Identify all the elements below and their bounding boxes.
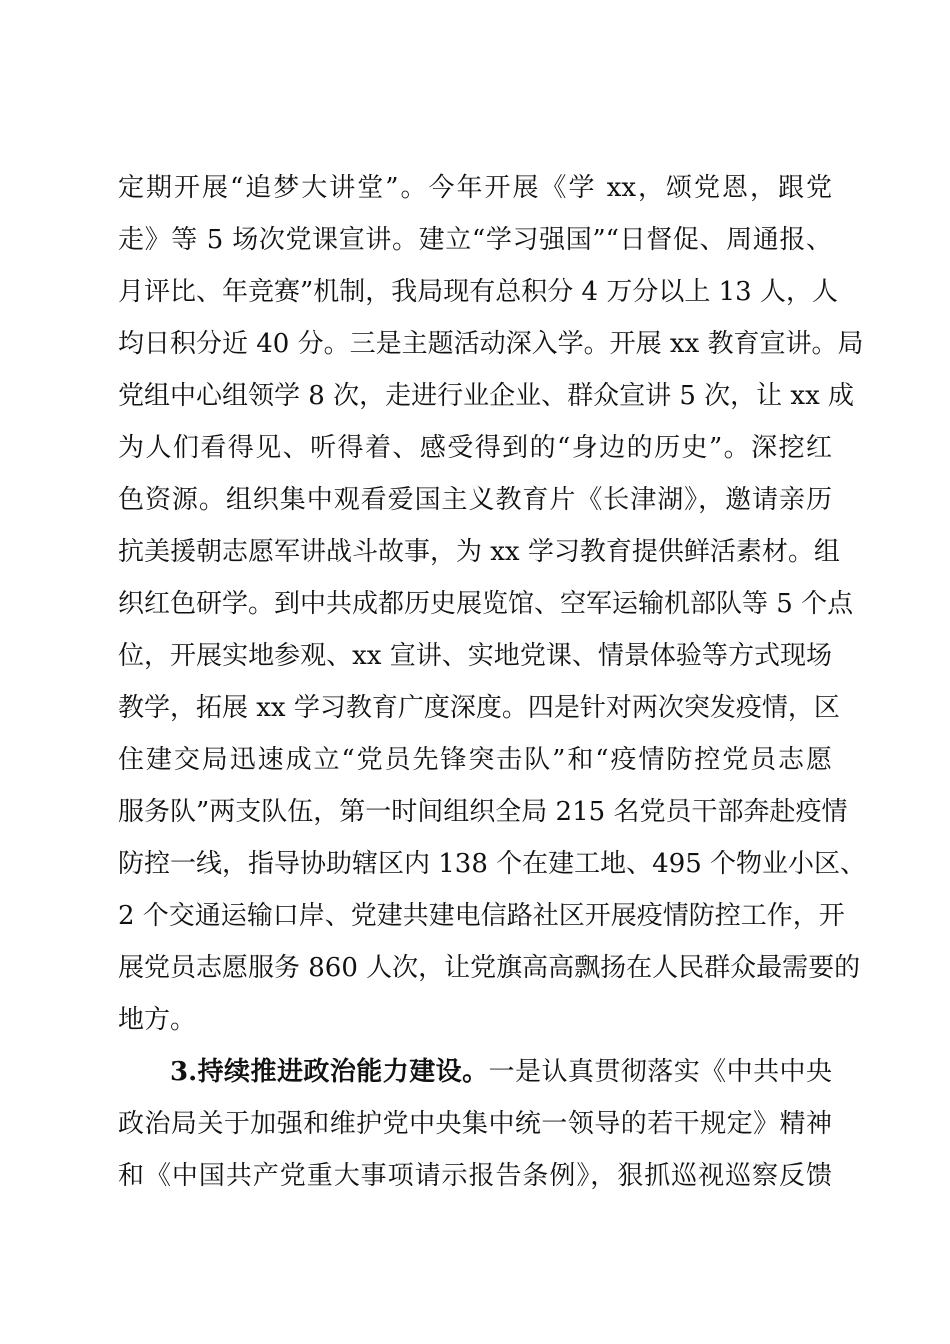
body-text-line: 地方。 — [118, 1005, 197, 1035]
body-text-line: 位，开展实地参观、xx 宣讲、实地党课、情景体验等方式现场 — [118, 641, 832, 671]
section-heading-continuation: 一是认真贯彻落实《中共中央 — [488, 1057, 832, 1087]
section-heading: 3.持续推进政治能力建设。 — [170, 1057, 489, 1087]
section-heading-line — [170, 1052, 832, 1092]
body-text-line: 月评比、年竞赛”机制，我局现有总积分 4 万分以上 13 人，人 — [118, 277, 838, 307]
body-text-line: 均日积分近 40 分。三是主题活动深入学。开展 xx 教育宣讲。局 — [118, 329, 864, 359]
body-text-line: 定期开展“追梦大讲堂”。今年开展《学 xx，颂党恩，跟党 — [118, 173, 832, 203]
body-text-line: 色资源。组织集中观看爱国主义教育片《长津湖》，邀请亲历 — [118, 485, 832, 515]
body-text-line: 防控一线，指导协助辖区内 138 个在建工地、495 个物业小区、 — [118, 849, 867, 879]
body-text-line: 服务队”两支队伍，第一时间组织全局 215 名党员干部奔赴疫情 — [118, 797, 848, 827]
body-text-line: 抗美援朝志愿军讲战斗故事，为 xx 学习教育提供鲜活素材。组 — [118, 537, 840, 567]
body-text-line: 和《中国共产党重大事项请示报告条例》，狠抓巡视巡察反馈 — [118, 1161, 832, 1191]
body-text-line: 党组中心组领学 8 次，走进行业企业、群众宣讲 5 次，让 xx 成 — [118, 381, 854, 411]
body-text-line: 教学，拓展 xx 学习教育广度深度。四是针对两次突发疫情，区 — [118, 693, 840, 723]
body-text-line: 2 个交通运输口岸、党建共建电信路社区开展疫情防控工作，开 — [118, 901, 845, 931]
body-text-line: 织红色研学。到中共成都历史展览馆、空军运输机部队等 5 个点 — [118, 589, 854, 619]
body-text-line: 为人们看得见、听得着、感受得到的“身边的历史”。深挖红 — [118, 433, 832, 463]
body-text-line: 走》等 5 场次党课宣讲。建立“学习强国”“日督促、周通报、 — [118, 225, 832, 255]
body-text-line: 政治局关于加强和维护党中央集中统一领导的若干规定》精神 — [118, 1109, 832, 1139]
body-text-line: 住建交局迅速成立“党员先锋突击队”和“疫情防控党员志愿 — [118, 745, 832, 775]
body-text-line: 展党员志愿服务 860 人次，让党旗高高飘扬在人民群众最需要的 — [118, 953, 861, 983]
